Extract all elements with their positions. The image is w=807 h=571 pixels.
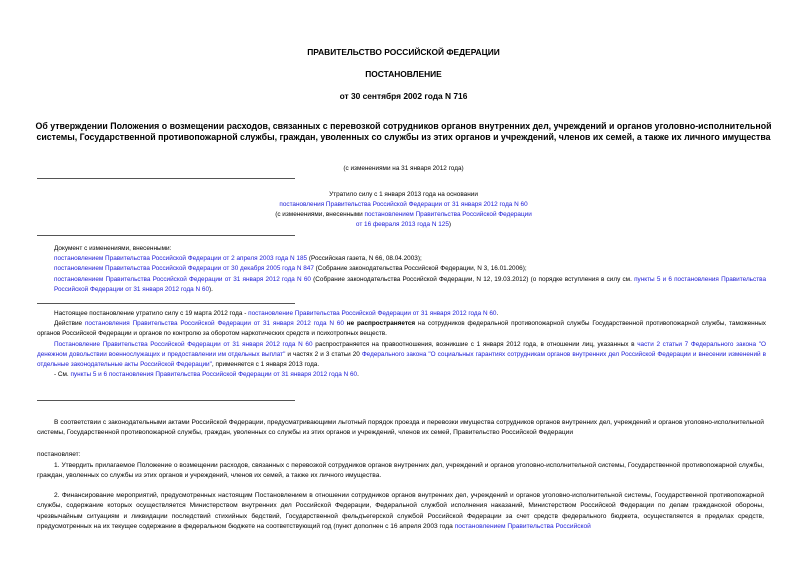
divider xyxy=(37,178,295,179)
change-text: (Российская газета, N 66, 08.04.2003); xyxy=(307,255,422,263)
changes-intro: Документ с изменениями, внесенными: xyxy=(54,245,172,252)
note-end: . xyxy=(357,371,359,379)
change-effect-link[interactable]: пункты 5 и 6 постановления Правительства Российской Федерации от 31 января 2012 года N 60 xyxy=(54,275,767,293)
note-link[interactable]: пункты 5 и 6 постановления Правительства Российской Федерации от 31 января 2012 года N 60 xyxy=(70,371,358,379)
void-basis-link[interactable]: постановления Правительства Российской Федерации от 31 января 2012 года N 60 xyxy=(279,201,528,208)
note-application xyxy=(37,340,766,371)
change-link[interactable]: постановлением Правительства Российской Федерации от 30 декабря 2005 года N 847 xyxy=(54,265,314,273)
change-text: (Собрание законодательства Российской Федерации, N 12, 19.03.2012) (о порядке вступления в силу см. xyxy=(310,275,632,283)
preamble-paragraph: В соответствии с законодательными актами Российской Федерации, предусматривающими льготный порядок проезда и перевозки имущества сотрудников органов внутренних дел, учреждений и органов уголовно-исполнительной системы, Государственной противопожарной службы, граждан, уволенных со службы из этих органов и учреждений, членов их семей, Правительство Российской Федерации xyxy=(37,419,764,437)
void-amendment-date-link[interactable]: от 16 февраля 2013 года N 125 xyxy=(355,221,449,228)
notes-block xyxy=(37,309,766,380)
changes-item xyxy=(54,254,766,264)
note-void xyxy=(37,309,766,319)
changes-item xyxy=(54,264,766,274)
change-text: (Собрание законодательства Российской Федерации, N 3, 16.01.2006); xyxy=(313,265,527,273)
note-bold: не распространяется xyxy=(343,320,416,328)
note-end: . xyxy=(496,310,499,317)
void-amendment-suffix: ) xyxy=(448,221,452,228)
note-see xyxy=(37,370,766,380)
government-heading: ПРАВИТЕЛЬСТВО РОССИЙСКОЙ ФЕДЕРАЦИИ xyxy=(307,47,500,57)
note-text: распространяется на правоотношения, возникшие с 1 января 2012 года, в отношении лиц, указанных в xyxy=(312,340,638,348)
void-amendment-link[interactable]: постановлением Правительства Российской Федерации xyxy=(364,211,532,218)
divider xyxy=(37,303,295,304)
document-title: Об утверждении Положения о возмещении расходов, связанных с перевозкой сотрудников органов внутренних дел, учреждений и органов уголовно-исполнительной системы, Государственной противопожарной службы, граждан, уволенных со службы из этих органов и учреждений, членов их семей, а также их личного имущества xyxy=(35,121,772,142)
divider xyxy=(37,235,295,236)
note-text: - См. xyxy=(54,371,71,379)
void-notice-line: Утратило силу с 1 января 2013 года на основании xyxy=(329,191,478,198)
note-law-link-2[interactable]: Федерального закона "О социальных гарантиях сотрудникам органов внутренних дел Российской Федерации и внесении изменений в отдельные законодательные акты Российской Федерации" xyxy=(37,350,767,369)
change-text-end: ). xyxy=(209,285,213,293)
change-link[interactable]: постановлением Правительства Российской Федерации от 31 января 2012 года N 60 xyxy=(54,275,311,283)
note-end: , применяется с 1 января 2013 года. xyxy=(211,361,320,369)
clause-1-paragraph: 1. Утвердить прилагаемое Положение о возмещении расходов, связанных с перевозкой сотрудников органов внутренних дел, учреждений и органов уголовно-исполнительной системы, Государственной противопожарной службы, граждан, уволенных со службы из этих органов и учреждений, членов их семей, а также их личного имущества. xyxy=(37,462,764,480)
note-text: Действие xyxy=(54,320,85,328)
changes-item xyxy=(54,275,766,295)
note-law-link[interactable]: части 2 статьи 7 Федерального закона "О денежном довольствии военнослужащих и предоставлении им отдельных выплат" xyxy=(37,340,767,358)
amendment-note: (с изменениями на 31 января 2012 года) xyxy=(343,165,464,172)
clause-2-text: 2. Финансирование мероприятий, предусмотренных настоящим Постановлением в отношении сотрудников органов внутренних дел, учреждений и органов уголовно-исполнительной системы, Государственной противопожарной службы, содержание которых осуществляется Министерством внутренних дел Российской Федерации, Федеральной службой исполнения наказаний, Министерством Российской Федерации по делам гражданской обороны, чрезвычайным ситуациям и ликвидации последствий стихийных бедствий, Государственной фельдъегерской службой Российской Федерации за счет средств федерального бюджета, осуществляется в пределах средств, предусмотренных на их текущее содержание в федеральном бюджете на соответствующий год (пункт дополнен с 16 апреля 2003 года xyxy=(37,492,764,531)
note-text-2: и частях 2 и 3 статьи 20 xyxy=(285,350,362,358)
void-amendment-line-2 xyxy=(0,220,807,230)
void-amendment-prefix: (с изменениями, внесенными xyxy=(275,211,365,218)
change-link[interactable]: постановлением Правительства Российской Федерации от 2 апреля 2003 года N 185 xyxy=(54,255,308,263)
clause-2-link[interactable]: постановлением Правительства Российской xyxy=(454,523,591,531)
note-scope xyxy=(37,319,766,339)
note-link[interactable]: постановления Правительства Российской Федерации от 31 января 2012 года N 60 xyxy=(84,320,344,328)
document-type-heading: ПОСТАНОВЛЕНИЕ xyxy=(365,69,442,79)
void-amendment-line xyxy=(0,210,807,220)
document-date-number: от 30 сентября 2002 года N 716 xyxy=(339,91,468,101)
divider xyxy=(37,400,295,401)
note-text: Настоящее постановление утратило силу с 19 марта 2012 года - xyxy=(54,310,249,317)
changes-block xyxy=(54,244,766,295)
note-rest: на сотрудников федеральной противопожарной службы Государственной противопожарной службы, таможенных органов Российской Федерации и органов по контролю за оборотом наркотических средств и психотропных веществ. xyxy=(37,320,766,338)
resolves-paragraph: постановляет: xyxy=(37,451,81,458)
note-link[interactable]: постановление Правительства Российской Федерации от 31 января 2012 года N 60 xyxy=(248,310,497,317)
note-link[interactable]: Постановление Правительства Российской Федерации от 31 января 2012 года N 60 xyxy=(54,340,313,348)
clause-2-paragraph xyxy=(37,491,764,533)
